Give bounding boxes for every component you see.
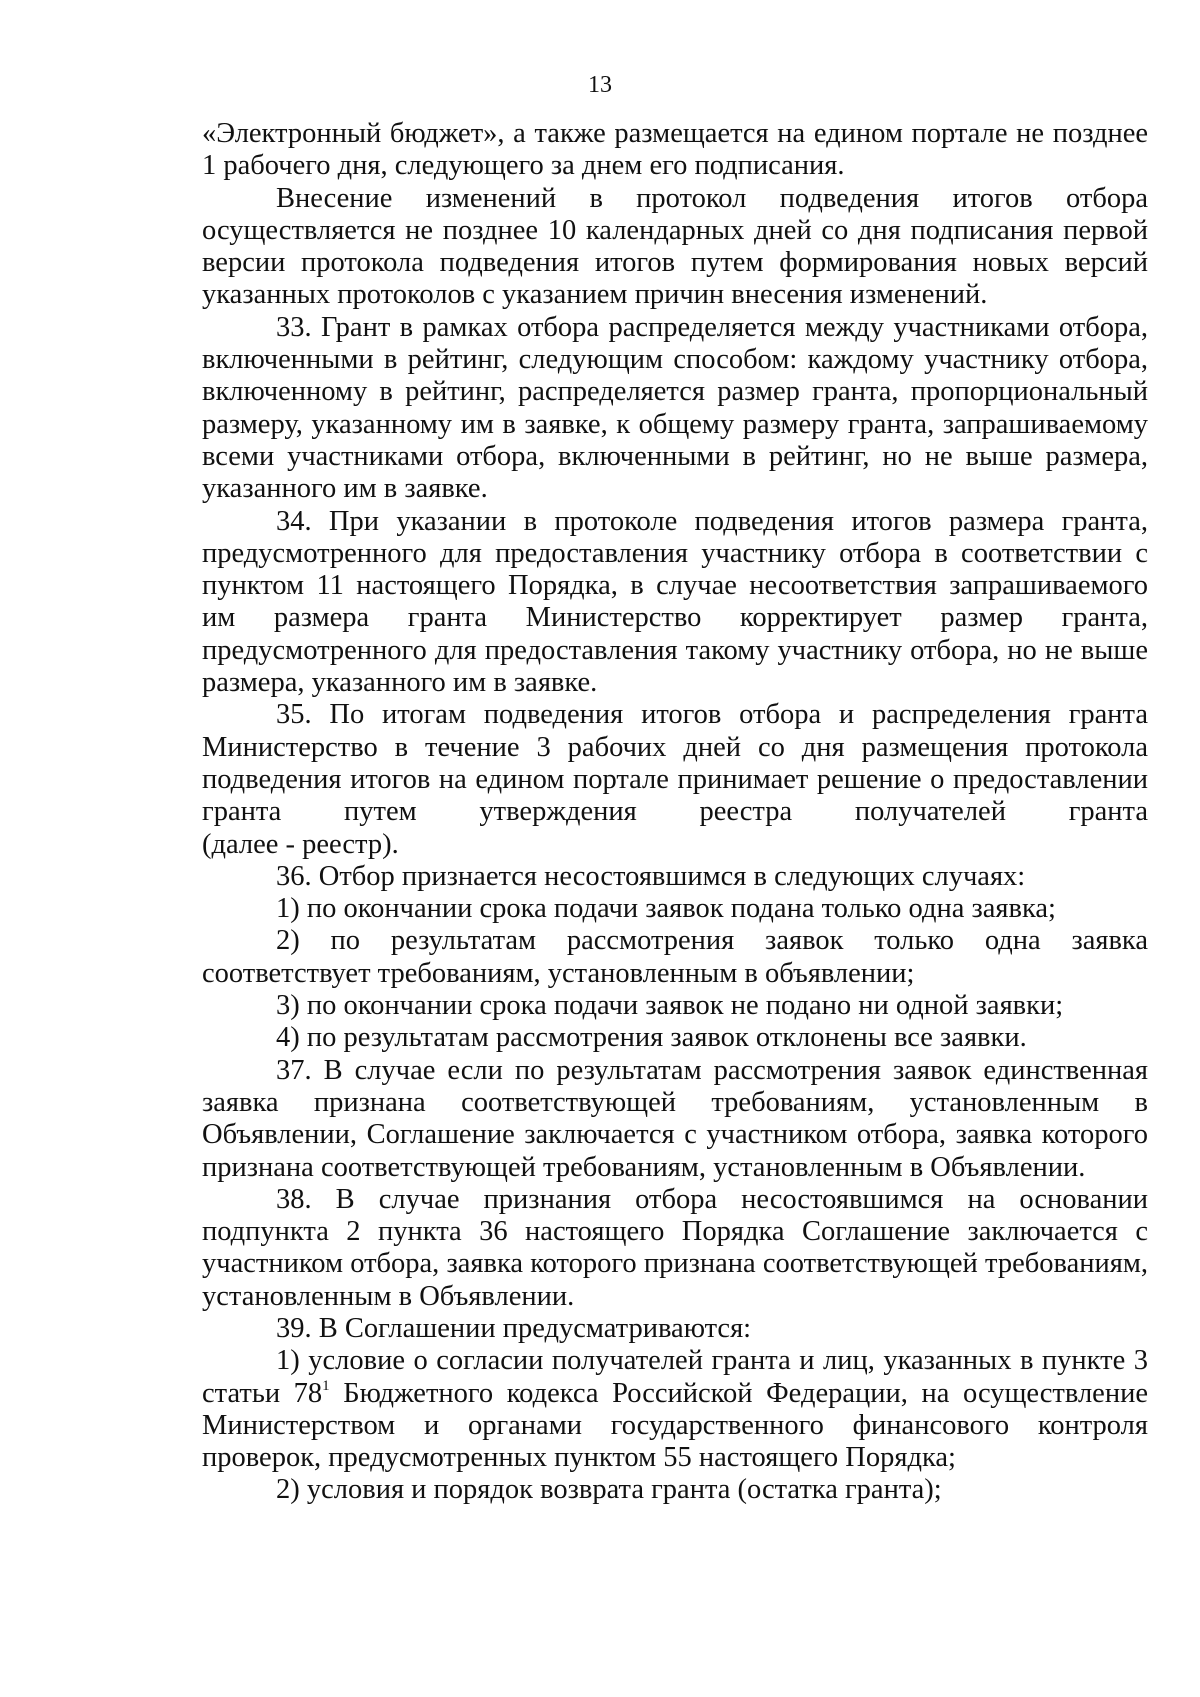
paragraph: «Электронный бюджет», а также размещается на едином портале не позднее 1 рабочего дня, следующего за днем его подписания. [202, 118, 1148, 182]
paragraph-34: 34. При указании в протоколе подведения итогов размера гранта, предусмотренного для предоставления участнику отбора в соответствии с пунктом 11 настоящего Порядка, в случае несоответствия запрашиваемого им размера гранта Министерство корректирует размер гранта, предусмотренного для предоставления такому участнику отбора, но не выше размера, указанного им в заявке. [202, 505, 1148, 699]
paragraph-33: 33. Грант в рамках отбора распределяется между участниками отбора, включенными в рейтинг, следующим способом: каждому участнику отбора, включенному в рейтинг, распределяется размер гранта, пропорциональный размеру, указанному им в заявке, к общему размеру гранта, запрашиваемому всеми участниками отбора, включенными в рейтинг, но не выше размера, указанного им в заявке. [202, 311, 1148, 505]
superscript: 1 [322, 1377, 330, 1394]
list-item: 2) условия и порядок возврата гранта (остатка гранта); [276, 1474, 942, 1506]
paragraph-35: 35. По итогам подведения итогов отбора и распределения гранта Министерство в течение 3 рабочих дней со дня размещения протокола подведения итогов на едином портале принимает решение о предоставлении гранта путем утверждения реестра получателей гранта [202, 699, 1148, 828]
list-item: 3) по окончании срока подачи заявок не подано ни одной заявки; [276, 990, 1064, 1022]
paragraph-39: 39. В Соглашении предусматриваются: [276, 1312, 752, 1344]
item-text-before: 1) условие о согласии получателей гранта и лиц, указанных в пункте 3 статьи 78 [202, 1345, 1148, 1409]
page-number: 13 [588, 72, 612, 98]
paragraph-37: 37. В случае если по результатам рассмотрения заявок единственная заявка признана соответствующей требованиям, установленным в Объявлении, Соглашение заключается с участником отбора, заявка которого признана соответствующей требованиям, установленным в Объявлении. [202, 1054, 1148, 1183]
list-item [202, 1345, 1148, 1474]
list-item: 2) по результатам рассмотрения заявок только одна заявка соответствует требованиям, установленным в объявлении; [202, 925, 1148, 989]
list-item: 4) по результатам рассмотрения заявок отклонены все заявки. [276, 1022, 1027, 1054]
item-text-after: Бюджетного кодекса Российской Федерации, на осуществление Министерством и органами государственного финансового контроля проверок, предусмотренных пунктом 55 настоящего Порядка; [202, 1377, 1148, 1474]
document-body [202, 118, 1148, 1507]
paragraph: Внесение изменений в протокол подведения итогов отбора осуществляется не позднее 10 календарных дней со дня подписания первой версии протокола подведения итогов путем формирования новых версий указанных протоколов с указанием причин внесения изменений. [202, 182, 1148, 311]
paragraph-35-continuation: (далее - реестр). [202, 828, 399, 860]
paragraph-38: 38. В случае признания отбора несостоявшимся на основании подпункта 2 пункта 36 настоящего Порядка Соглашение заключается с участником отбора, заявка которого признана соответствующей требованиям, установленным в Объявлении. [202, 1183, 1148, 1312]
paragraph-36: 36. Отбор признается несостоявшимся в следующих случаях: [276, 860, 1026, 892]
list-item: 1) по окончании срока подачи заявок подана только одна заявка; [276, 893, 1056, 925]
